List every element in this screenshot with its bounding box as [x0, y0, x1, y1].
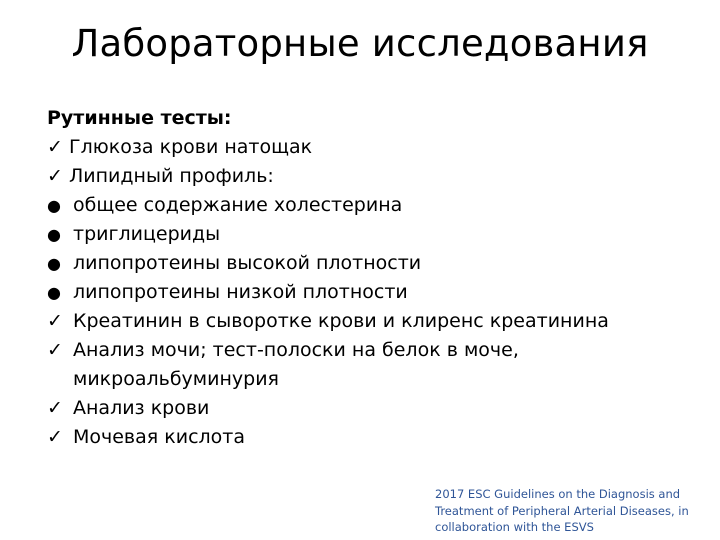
list-item-text: Анализ крови: [73, 397, 210, 419]
list-item: [47, 133, 687, 162]
list-item: [47, 278, 687, 307]
list-item-text: Креатинин в сыворотке крови и клиренс креатинина: [73, 310, 609, 332]
slide-title: Лабораторные исследования: [71, 22, 649, 65]
list-item: [47, 191, 687, 220]
list-item-text: общее содержание холестерина: [73, 194, 403, 216]
reference-note: [435, 486, 695, 536]
list-item: [47, 336, 687, 365]
bullet-icon: ●: [47, 225, 61, 244]
check-icon: ✓: [47, 310, 63, 332]
reference-line: collaboration with the ESVS: [435, 520, 594, 534]
list-item: [47, 307, 687, 336]
slide-content: [47, 104, 687, 452]
check-icon: ✓: [47, 339, 63, 361]
list-item-text: липопротеины высокой плотности: [73, 252, 422, 274]
list-item: [47, 162, 687, 191]
bullet-icon: ●: [47, 283, 61, 302]
list-item-text: Анализ мочи; тест-полоски на белок в моче,: [73, 339, 519, 361]
reference-line: Treatment of Peripheral Arterial Diseases, in: [435, 503, 689, 518]
list-item: [47, 423, 687, 452]
check-icon: ✓: [47, 165, 63, 187]
list-item: [47, 394, 687, 423]
list-item-text: липопротеины низкой плотности: [73, 281, 408, 303]
list-item-text: триглицериды: [73, 223, 221, 245]
list-item-text: Липидный профиль:: [69, 165, 274, 187]
list-item-text: Мочевая кислота: [73, 426, 245, 448]
list-item: [47, 220, 687, 249]
section-heading: Рутинные тесты:: [47, 107, 232, 129]
bullet-icon: ●: [47, 254, 61, 273]
check-icon: ✓: [47, 136, 63, 158]
list-item-continuation: микроальбуминурия: [73, 368, 279, 390]
list-item: [47, 249, 687, 278]
check-icon: ✓: [47, 426, 63, 448]
reference-line: 2017 ESC Guidelines on the Diagnosis and: [435, 487, 681, 501]
check-icon: ✓: [47, 397, 63, 419]
list-item-text: Глюкоза крови натощак: [69, 136, 313, 158]
bullet-icon: ●: [47, 196, 61, 215]
